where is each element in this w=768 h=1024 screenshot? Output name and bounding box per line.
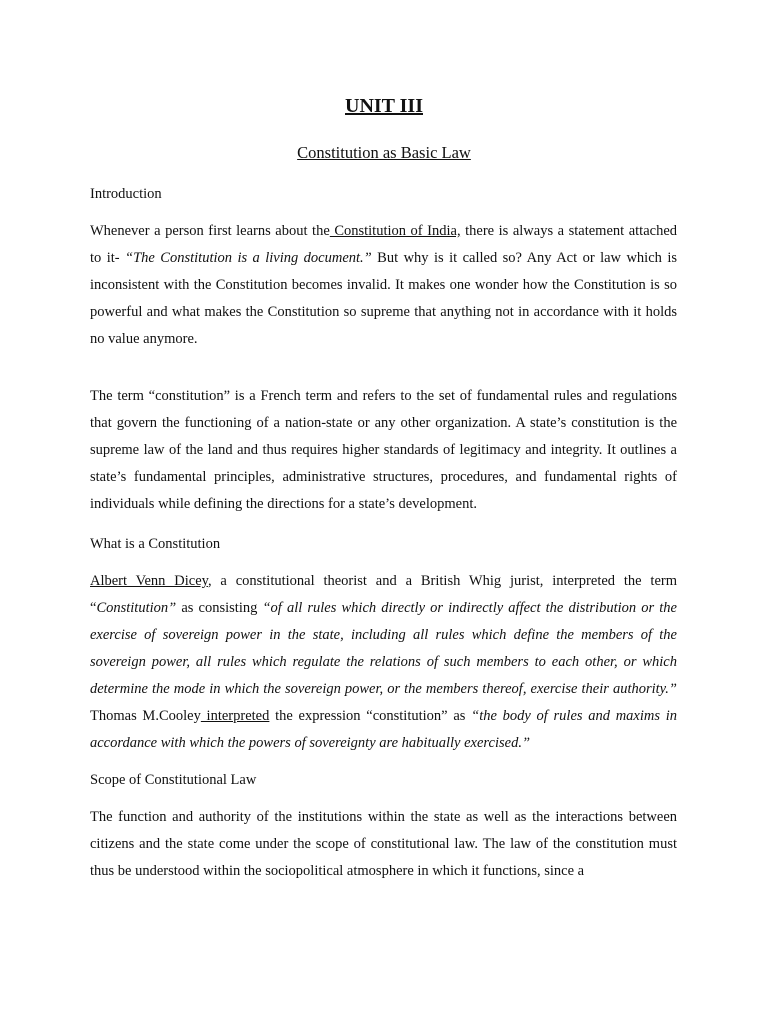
what-text-1: , a constitutional theorist and a British Whig jurist, interpreted the term “ (90, 573, 678, 616)
scope-paragraph: The function and authority of the institutions within the state as well as the interactions between citizens and the state come under the scope of constitutional law. The law of the constitution must thus be understood within the sociopolitical atmosphere in which it functions, since a (90, 809, 677, 879)
what-text-2: as consisting (176, 600, 263, 616)
what-is-constitution-heading: What is a Constitution (90, 536, 221, 552)
introduction-heading: Introduction (90, 186, 162, 202)
introduction-paragraph-1 (90, 218, 677, 353)
introduction-paragraph-2: The term “constitution” is a French term and refers to the set of fundamental rules and regulations that govern the functioning of a nation-state or any other organization. A state’s constitution is the supreme law of the land and thus requires higher standards of legitimacy and integrity. It outlines a state’s fundamental principles, administrative structures, procedures, and fundamental rights of individuals while defining the directions for a state’s development. (90, 388, 677, 512)
scope-heading: Scope of Constitutional Law (90, 772, 257, 788)
cooley-quote: “the body of rules and maxims in accordance with which the powers of sovereignty are habitually exercised.” (90, 708, 678, 751)
constitution-of-india-link[interactable]: Constitution of India, (329, 223, 461, 239)
living-document-quote: “The Constitution is a living document.” (125, 250, 372, 266)
what-is-constitution-paragraph (90, 568, 677, 757)
intro-text-1: Whenever a person first learns about the (90, 223, 330, 239)
albert-venn-dicey-link[interactable]: Albert Venn Dicey (90, 573, 208, 589)
intro-text-3: But why is it called so? Any Act or law which is inconsistent with the Constitution becomes invalid. It makes one wonder how the Constitution is so powerful and what makes the Constitution so supreme that anything not in accordance with it holds no value anymore. (90, 250, 677, 347)
unit-title: UNIT III (345, 95, 423, 117)
what-text-4: the expression “constitution” as (269, 708, 472, 724)
dicey-quote: “of all rules which directly or indirectly affect the distribution or the exercise of sovereign power in the state, including all rules which define the members of the sovereign power, all rules which regulate the relations of such members to each other, or which determine the mode in which the sovereign power, or the members thereof, exercise their authority.” (90, 600, 677, 697)
intro-text-2: there is always a statement attached to it- (90, 223, 678, 266)
document-title: Constitution as Basic Law (297, 143, 471, 162)
interpreted-link[interactable]: interpreted (200, 708, 270, 724)
constitution-term-italic: Constitution” (96, 600, 177, 616)
what-text-3: Thomas M.Cooley (90, 708, 201, 724)
